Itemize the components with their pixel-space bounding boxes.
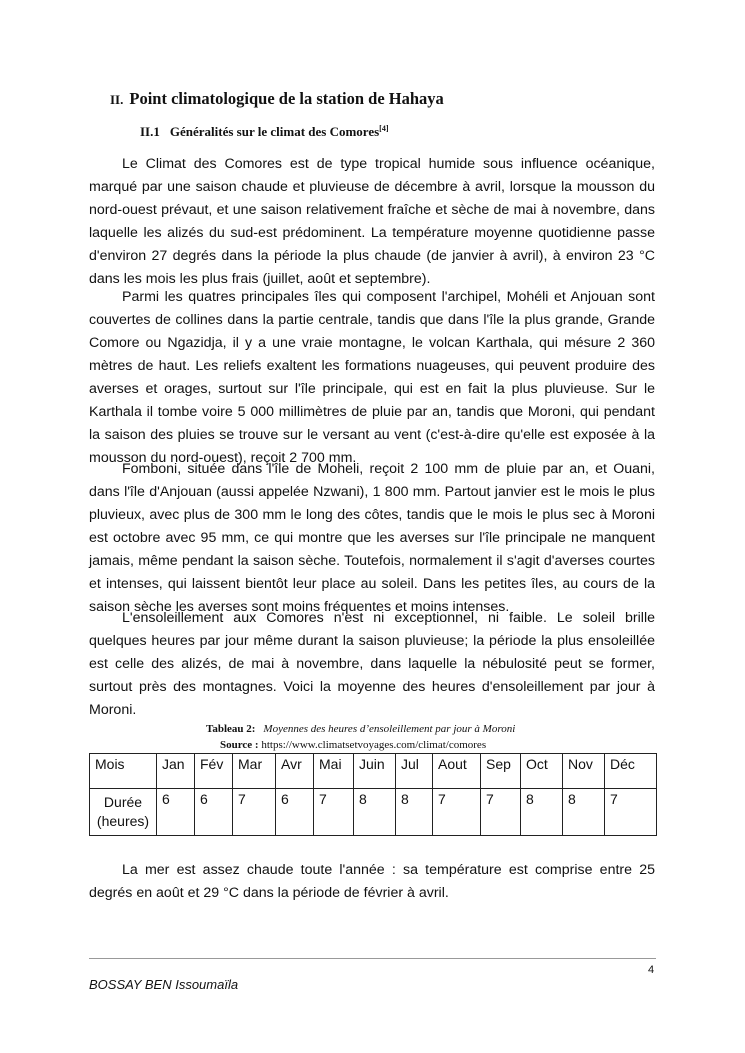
- page-number: 4: [648, 964, 655, 976]
- table-source: [220, 739, 486, 751]
- paragraph-sunshine: L'ensoleillement aux Comores n'est ni exceptionnel, ni faible. Le soleil brille quelques heures par jour même durant la saison pluvieuse; la période la plus ensoleillée est celle des alizés, de mai à novembre, dans laquelle la nébulosité peut se former, surtout près des montagnes. Voici la moyenne des heures d'ensoleillement par jour à Moroni.: [89, 610, 655, 718]
- table-header-cell: Aout: [433, 754, 481, 789]
- table-cell: 6: [195, 789, 233, 836]
- table-header-cell: Nov: [563, 754, 605, 789]
- footer-author: BOSSAY BEN Issoumaïla: [89, 977, 239, 992]
- table-row-label-line1: Durée: [103, 794, 143, 810]
- section-title: Point climatologique de la station de Hahaya: [129, 89, 444, 108]
- table-header-cell: Oct: [521, 754, 563, 789]
- subsection-heading: [140, 124, 389, 140]
- table-header-cell: Jan: [157, 754, 195, 789]
- table-header-cell-month: Mois: [90, 754, 157, 789]
- paragraph-rainfall: Fomboni, située dans l'île de Moheli, reçoit 2 100 mm de pluie par an, et Ouani, dans l'île d'Anjouan (aussi appelée Nzwani), 1 800 mm. Partout janvier est le mois le plus pluvieux, avec plus de 300 mm le long des côtes, tandis que le mois le plus sec à Moroni est octobre avec 95 mm, ce qui montre que les averses sur l'île principale ne manquent jamais, même pendant la saison sèche. Toutefois, normalement il s'agit d'averses courtes et intenses, qui laissent bientôt leur place au soleil. Dans les petites îles, au cours de la saison sèche les averses sont moins fréquentes et moins intenses.: [89, 461, 655, 615]
- table-row-duration: [90, 789, 657, 836]
- subsection-number: II.1: [140, 124, 160, 139]
- table-row-label: [90, 789, 157, 836]
- sunshine-table: [89, 753, 657, 836]
- table-cell: 7: [433, 789, 481, 836]
- table-cell: 8: [354, 789, 396, 836]
- table-cell: 6: [276, 789, 314, 836]
- table-cell: 7: [481, 789, 521, 836]
- table-row-label-line2: (heures): [96, 813, 150, 829]
- table-header-cell: Fév: [195, 754, 233, 789]
- table-header-cell: Déc: [605, 754, 657, 789]
- table-header-cell: Mai: [314, 754, 354, 789]
- table-cell: 8: [396, 789, 433, 836]
- citation-ref: [4]: [379, 124, 389, 133]
- table-caption: [206, 723, 515, 735]
- paragraph-climate-overview: Le Climat des Comores est de type tropical humide sous influence océanique, marqué par une saison chaude et pluvieuse de décembre à avril, lorsque la mousson du nord-ouest prévaut, et une saison relativement fraîche et sèche de mai à novembre, dans laquelle les alizés du sud-est prédominent. La température moyenne quotidienne passe d'environ 27 degrés dans la période la plus chaude (de janvier à avril), à environ 23 °C dans les mois les plus frais (juillet, août et septembre).: [89, 156, 655, 287]
- table-header-cell: Jul: [396, 754, 433, 789]
- table-header-cell: Avr: [276, 754, 314, 789]
- table-header-cell: Sep: [481, 754, 521, 789]
- table-cell: 6: [157, 789, 195, 836]
- table-cell: 7: [233, 789, 276, 836]
- table-caption-text: Moyennes des heures d’ensoleillement par jour à Moroni: [263, 723, 516, 735]
- table-caption-label: Tableau 2:: [206, 723, 256, 735]
- table-header-cell: Juin: [354, 754, 396, 789]
- table-cell: 8: [521, 789, 563, 836]
- table-header-cell: Mar: [233, 754, 276, 789]
- table-source-url: https://www.climatsetvoyages.com/climat/comores: [261, 739, 487, 751]
- subsection-title: Généralités sur le climat des Comores: [169, 124, 380, 139]
- section-number: II.: [110, 92, 124, 107]
- footer-divider: [89, 958, 656, 959]
- section-heading: [110, 89, 444, 109]
- paragraph-sea-temperature: La mer est assez chaude toute l'année : sa température est comprise entre 25 degrés en août et 29 °C dans la période de février à avril.: [89, 862, 655, 901]
- table-header-row: [90, 754, 657, 789]
- table-cell: 7: [605, 789, 657, 836]
- table-source-label: Source :: [220, 739, 259, 751]
- paragraph-islands-relief: Parmi les quatres principales îles qui composent l'archipel, Mohéli et Anjouan sont couvertes de collines dans la partie centrale, tandis que dans l'île la plus grande, Grande Comore ou Ngazidja, il y a une vraie montagne, le volcan Karthala, qui mésure 2 360 mètres de haut. Les reliefs exaltent les formations nuageuses, qui peuvent produire des averses et orages, surtout sur l'île principale, qui est en fait la plus pluvieuse. Sur le Karthala il tombe voire 5 000 millimètres de pluie par an, tandis que Moroni, qui pendant la saison des pluies se trouve sur le versant au vent (c'est-à-dire qu'elle est exposée à la mousson du nord-ouest), reçoit 2 700 mm.: [89, 289, 655, 466]
- table-cell: 7: [314, 789, 354, 836]
- table-cell: 8: [563, 789, 605, 836]
